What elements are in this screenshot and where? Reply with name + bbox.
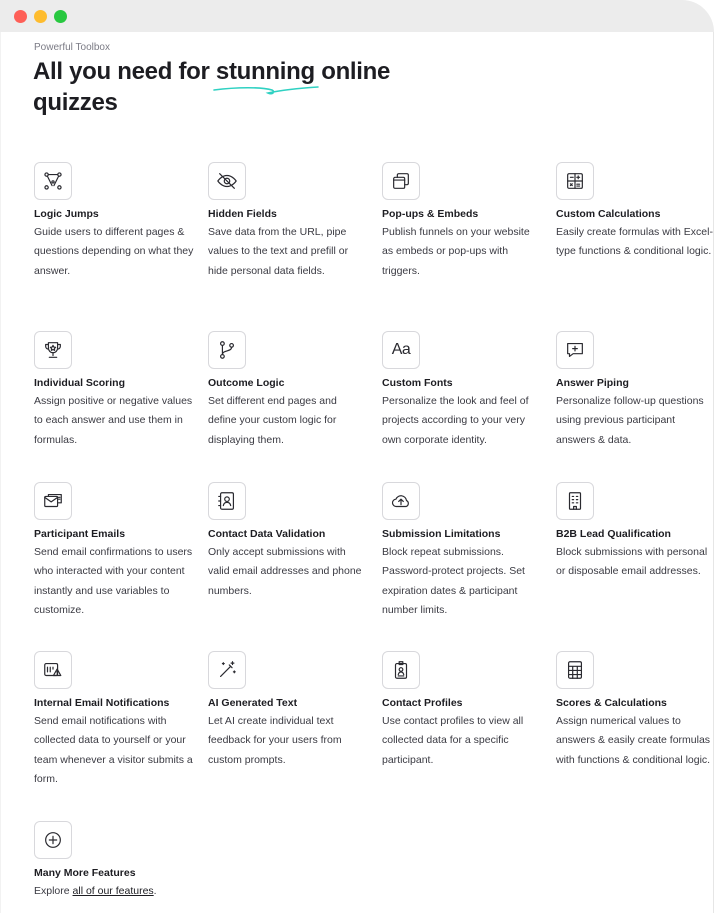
feature-description: Block repeat submissions. Password-protect projects. Set expiration dates & participant number limits. — [382, 546, 525, 616]
all-features-link[interactable]: all of our features — [72, 885, 154, 897]
feature-submission-limits — [382, 482, 542, 620]
feature-description: Explore all of our features. — [34, 885, 157, 897]
feature-description: Personalize follow-up questions using previous participant answers & data. — [556, 395, 704, 446]
feature-description: Only accept submissions with valid email addresses and phone numbers. — [208, 546, 362, 597]
font-icon: Aa — [382, 331, 420, 369]
feature-title: Contact Profiles — [382, 697, 463, 709]
feature-description: Send email notifications with collected data to yourself or your team whenever a visitor submits a form. — [34, 715, 193, 785]
feature-description: Save data from the URL, pipe values to the text and prefill or hide personal data fields. — [208, 226, 349, 277]
feature-many-more — [34, 821, 194, 901]
feature-title: Internal Email Notifications — [34, 697, 170, 709]
feature-description: Easily create formulas with Excel-type functions & conditional logic. — [556, 226, 713, 258]
feature-b2b-lead — [556, 482, 714, 582]
feature-description: Use contact profiles to view all collected data for a specific participant. — [382, 715, 524, 766]
feature-description: Send email confirmations to users who interacted with your content instantly and use variables to customize. — [34, 546, 193, 616]
feature-title: AI Generated Text — [208, 697, 298, 709]
contact-card-icon — [208, 482, 246, 520]
feature-description: Block submissions with personal or disposable email addresses. — [556, 546, 708, 578]
minimize-window-button[interactable] — [34, 10, 47, 23]
feature-logic-jumps — [34, 162, 194, 281]
feature-title: Scores & Calculations — [556, 697, 667, 709]
feature-answer-piping — [556, 331, 714, 450]
message-plus-icon — [556, 331, 594, 369]
feature-description: Assign numerical values to answers & easily create formulas with functions & conditional logic. — [556, 715, 711, 766]
feature-title: Custom Fonts — [382, 377, 453, 389]
feature-title: Hidden Fields — [208, 208, 277, 220]
feature-title: Pop-ups & Embeds — [382, 208, 479, 220]
feature-ai-text — [208, 651, 368, 770]
building-icon — [556, 482, 594, 520]
feature-description: Set different end pages and define your custom logic for displaying them. — [208, 395, 337, 446]
id-badge-icon — [382, 651, 420, 689]
feature-title: Contact Data Validation — [208, 528, 326, 540]
feature-title: Submission Limitations — [382, 528, 501, 540]
feature-internal-notifications — [34, 651, 194, 789]
accent-underline — [212, 84, 320, 96]
email-icon — [34, 482, 72, 520]
table-calc-icon — [556, 651, 594, 689]
feature-title: Outcome Logic — [208, 377, 285, 389]
feature-contact-validation — [208, 482, 368, 601]
logic-jumps-icon — [34, 162, 72, 200]
feature-individual-scoring — [34, 331, 194, 450]
trophy-icon — [34, 331, 72, 369]
feature-title: Logic Jumps — [34, 208, 99, 220]
feature-title: Individual Scoring — [34, 377, 126, 389]
mail-alert-icon — [34, 651, 72, 689]
feature-title: Participant Emails — [34, 528, 126, 540]
feature-custom-fonts — [382, 331, 542, 450]
feature-title: Answer Piping — [556, 377, 629, 389]
cloud-upload-icon — [382, 482, 420, 520]
branch-icon — [208, 331, 246, 369]
popup-icon — [382, 162, 420, 200]
feature-description: Assign positive or negative values to each answer and use them in formulas. — [34, 395, 193, 446]
feature-title: Many More Features — [34, 867, 136, 879]
feature-description: Let AI create individual text feedback for your users from custom prompts. — [208, 715, 342, 766]
eyebrow-label: Powerful Toolbox — [34, 42, 110, 53]
feature-description: Publish funnels on your website as embeds or pop-ups with triggers. — [382, 226, 530, 277]
feature-contact-profiles — [382, 651, 542, 770]
maximize-window-button[interactable] — [54, 10, 67, 23]
feature-custom-calculations — [556, 162, 714, 262]
close-window-button[interactable] — [14, 10, 27, 23]
feature-description: Guide users to different pages & questions depending on what they answer. — [34, 226, 194, 277]
feature-hidden-fields — [208, 162, 368, 281]
page-title: All you need for stunning online quizzes — [33, 58, 391, 116]
feature-popups — [382, 162, 542, 281]
feature-title: B2B Lead Qualification — [556, 528, 671, 540]
feature-description: Personalize the look and feel of projects according to your very own corporate identity. — [382, 395, 529, 446]
feature-title: Custom Calculations — [556, 208, 661, 220]
feature-participant-emails — [34, 482, 194, 620]
magic-wand-icon — [208, 651, 246, 689]
eye-off-icon — [208, 162, 246, 200]
plus-circle-icon — [34, 821, 72, 859]
window-titlebar — [0, 0, 714, 32]
feature-scores-calculations — [556, 651, 714, 770]
calculator-icon — [556, 162, 594, 200]
feature-outcome-logic — [208, 331, 368, 450]
